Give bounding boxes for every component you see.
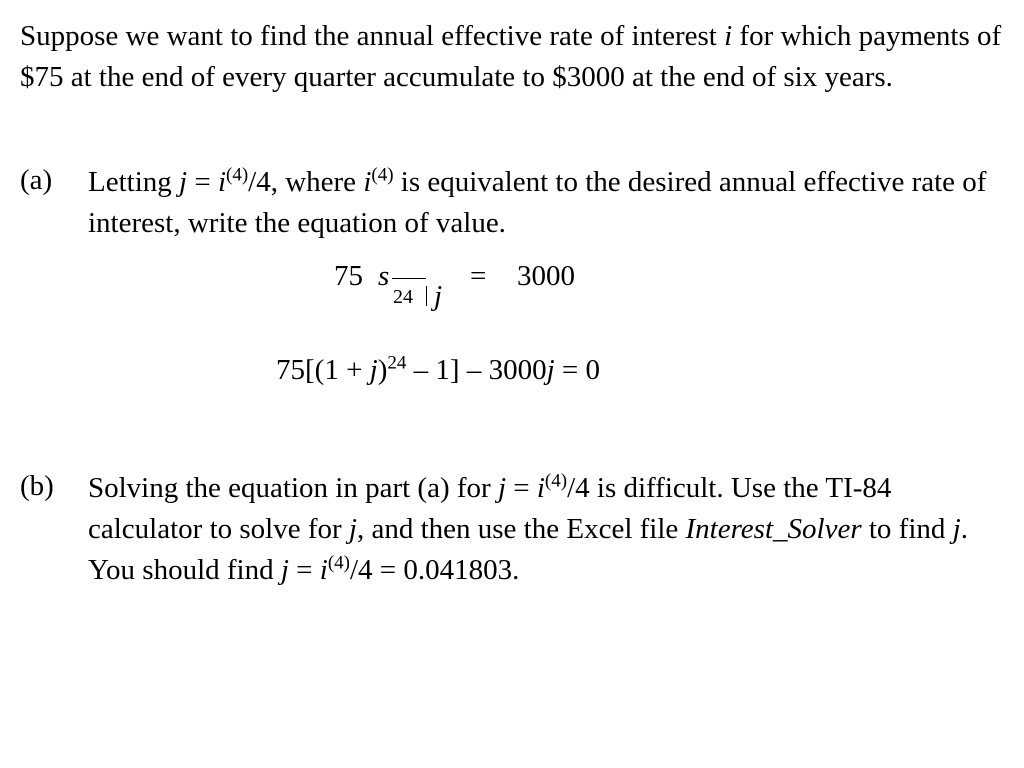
var-j: j <box>280 554 289 586</box>
var-j: j <box>952 513 961 545</box>
eq2-part-2: ) <box>377 354 388 386</box>
part-a-text <box>88 162 988 244</box>
exponent: 24 <box>387 352 407 374</box>
expanded-equation <box>276 350 796 391</box>
var-j: j <box>348 513 357 545</box>
part-a-text-1: Letting <box>88 166 180 198</box>
part-b-text-2: /4 is difficult. Use the TI-84 calculator to solve for <box>88 472 892 545</box>
part-b-text-4: to find <box>861 513 953 545</box>
accumulated-value: 3000 <box>517 260 575 292</box>
var-i: i <box>363 166 372 198</box>
var-j: j <box>546 354 555 386</box>
superscript-4: (4) <box>327 552 350 574</box>
equation-of-value <box>334 256 654 316</box>
var-s: s <box>378 260 390 292</box>
var-i: i <box>217 166 226 198</box>
part-b-text-3: , and then use the Excel file <box>356 513 686 545</box>
intro-text-cont: for which payments of $75 at the end of every quarter accumulate to $3000 at the end of six years. <box>20 20 1002 93</box>
part-a-label: (a) <box>20 164 53 196</box>
equals-sign: = <box>506 472 537 504</box>
superscript-4: (4) <box>371 164 394 186</box>
part-b-text-5: . You should find <box>88 513 968 586</box>
part-b-label: (b) <box>20 470 54 502</box>
superscript-4: (4) <box>544 470 568 492</box>
part-b-text-1: Solving the equation in part (a) for <box>88 472 498 504</box>
part-b-text-6: /4 = 0.041803. <box>350 554 520 586</box>
var-i: i <box>536 472 545 504</box>
var-i: i <box>724 20 733 52</box>
intro-text: Suppose we want to find the annual effective rate of interest <box>20 20 725 52</box>
equals-sign: = <box>288 554 320 586</box>
part-b-text <box>88 468 988 591</box>
term-count: 24 <box>393 286 413 308</box>
superscript-4: (4) <box>226 164 249 186</box>
intro-paragraph <box>20 16 1010 98</box>
eq2-part-4: = 0 <box>554 354 600 386</box>
eq2-part-3: – 1] – 3000 <box>406 354 547 386</box>
equals-sign: = <box>470 260 487 292</box>
var-j: j <box>497 472 506 504</box>
var-i: i <box>319 554 328 586</box>
eq2-part-1: 75[(1 + <box>276 354 370 386</box>
coefficient: 75 <box>334 260 363 292</box>
var-j: j <box>434 280 443 312</box>
angle-bar <box>426 286 427 306</box>
excel-file-name: Interest_Solver <box>685 513 862 545</box>
part-a-text-2: /4, where <box>248 166 364 198</box>
equals-sign: = <box>187 166 218 198</box>
angle-overbar <box>392 278 426 279</box>
var-j: j <box>369 354 378 386</box>
var-j: j <box>179 166 188 198</box>
part-a-text-3: is equivalent to the desired annual effective rate of interest, write the equation of value. <box>88 166 987 239</box>
